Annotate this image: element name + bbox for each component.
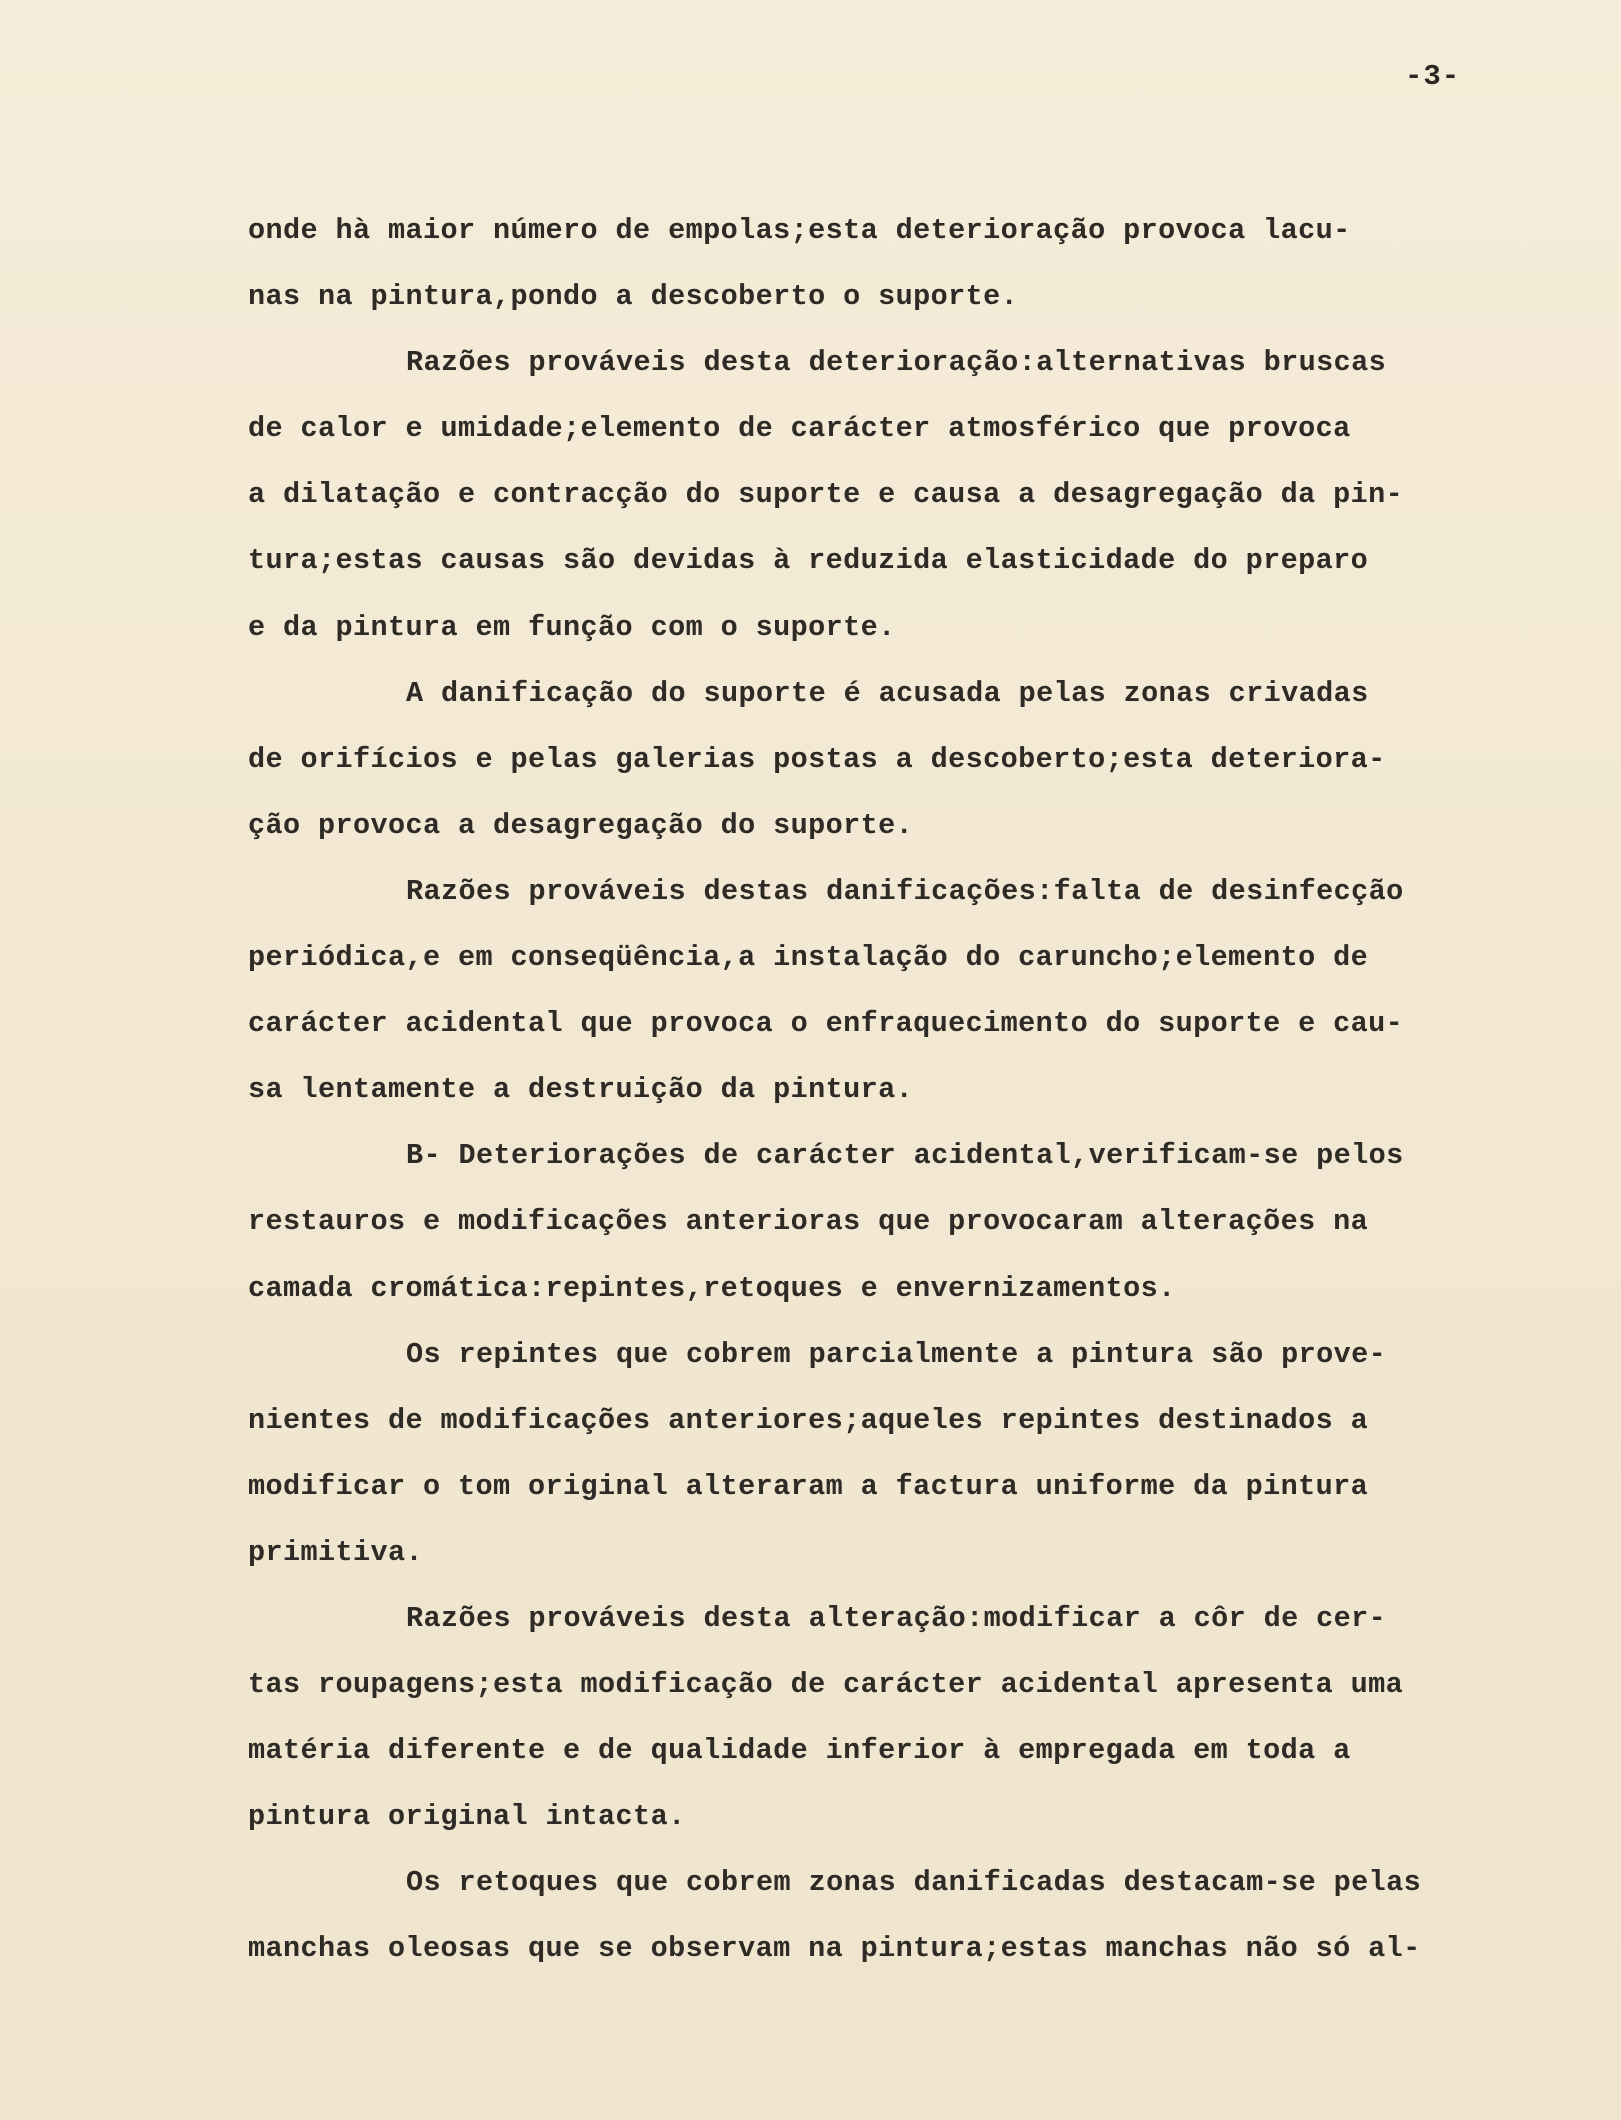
body-text: [248, 198, 1593, 1983]
text-line: nientes de modificações anteriores;aqueles repintes destinados a: [248, 1403, 1369, 1437]
text-line: modificar o tom original alteraram a factura uniforme da pintura: [248, 1469, 1369, 1503]
text-line: pintura original intacta.: [248, 1800, 686, 1834]
text-line: carácter acidental que provoca o enfraquecimento do suporte e cau-: [248, 1007, 1404, 1041]
text-line: de orifícios e pelas galerias postas a descoberto;esta deteriora-: [248, 742, 1386, 776]
text-line: Razões prováveis destas danificações:falta de desinfecção: [406, 874, 1404, 908]
text-line: onde hà maior número de empolas;esta deterioração provoca lacu-: [248, 214, 1351, 247]
text-line: de calor e umidade;elemento de carácter atmosférico que provoca: [248, 412, 1351, 446]
page-number: -3-: [1405, 60, 1461, 93]
text-line: B- Deteriorações de carácter acidental,verificam-se pelos: [406, 1139, 1404, 1173]
text-line: e da pintura em função com o suporte.: [248, 610, 896, 644]
text-line: tas roupagens;esta modificação de carácter acidental apresenta uma: [248, 1668, 1404, 1702]
text-line: periódica,e em conseqüência,a instalação do caruncho;elemento de: [248, 941, 1369, 975]
text-line: Razões prováveis desta deterioração:alternativas bruscas: [406, 346, 1387, 380]
text-line: a dilatação e contracção do suporte e causa a desagregação da pin-: [248, 478, 1404, 512]
text-line: manchas oleosas que se observam na pintura;estas manchas não só al-: [248, 1932, 1421, 1966]
text-line: camada cromática:repintes,retoques e envernizamentos.: [248, 1271, 1176, 1305]
text-line: Os retoques que cobrem zonas danificadas destacam-se pelas: [406, 1866, 1422, 1900]
text-line: nas na pintura,pondo a descoberto o suporte.: [248, 280, 1019, 314]
text-line: ção provoca a desagregação do suporte.: [248, 808, 914, 842]
text-line: sa lentamente a destruição da pintura.: [248, 1073, 914, 1107]
text-line: A danificação do suporte é acusada pelas zonas crivadas: [406, 676, 1369, 710]
text-line: restauros e modificações anterioras que provocaram alterações na: [248, 1205, 1369, 1239]
text-line: tura;estas causas são devidas à reduzida elasticidade do preparo: [248, 544, 1369, 578]
text-line: primitiva.: [248, 1535, 424, 1569]
text-line: Os repintes que cobrem parcialmente a pintura são prove-: [406, 1337, 1387, 1371]
text-line: Razões prováveis desta alteração:modificar a côr de cer-: [406, 1601, 1387, 1635]
text-line: matéria diferente e de qualidade inferior à empregada em toda a: [248, 1734, 1351, 1768]
